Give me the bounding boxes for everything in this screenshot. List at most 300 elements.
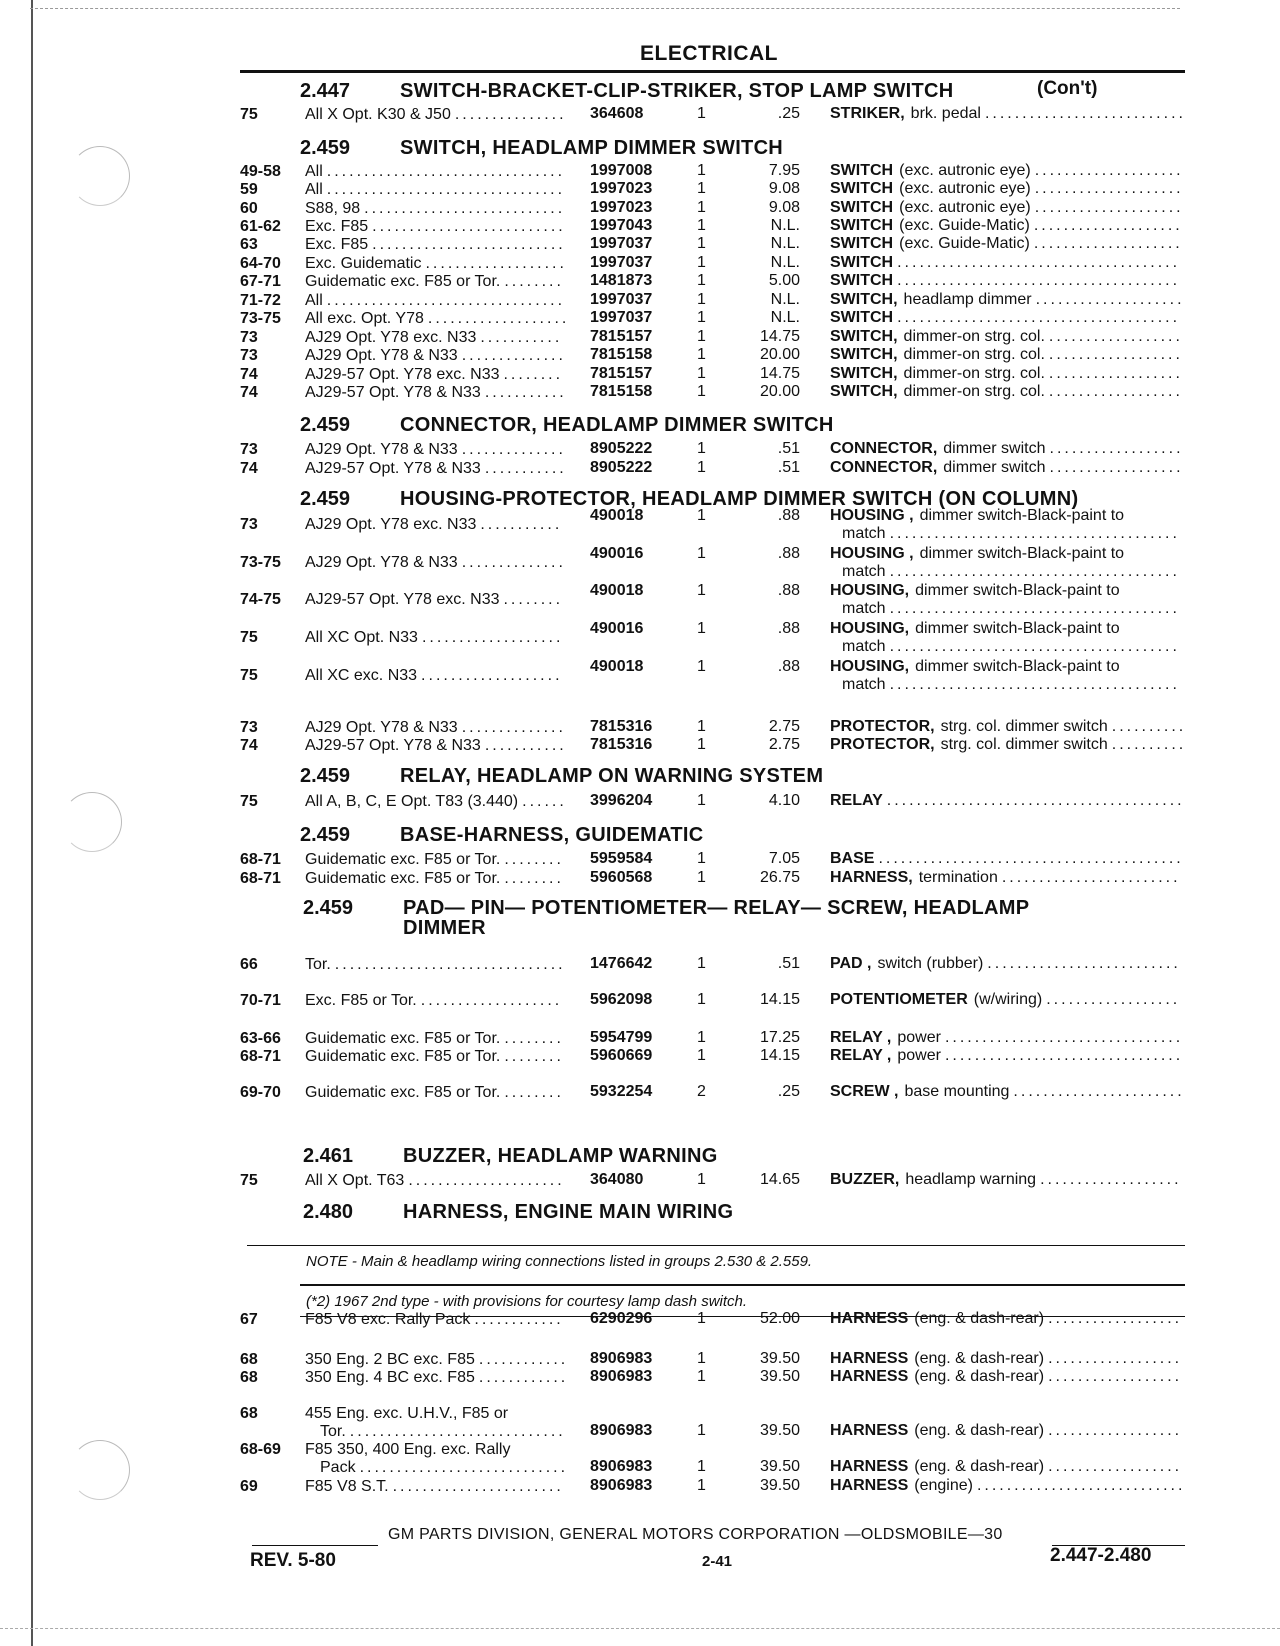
row-quantity: 1 — [697, 180, 706, 197]
row-part-description: dimmer switch-Black-paint to — [915, 658, 1120, 675]
note-rule — [300, 1284, 1185, 1286]
row-model-application: AJ29 Opt. Y78 & N33 — [305, 441, 458, 458]
row-price: 2.75 — [768, 736, 800, 753]
row-year-range: 60 — [240, 200, 258, 217]
row-part-description: dimmer-on strg. col. — [903, 346, 1045, 363]
row-leader-dots: .......... — [1111, 718, 1187, 735]
row-quantity: 1 — [697, 1047, 706, 1064]
row-part-name: SWITCH, — [830, 365, 898, 382]
row-part-description: dimmer switch-Black-paint to — [919, 507, 1125, 524]
row-leader-dots: ........... — [484, 460, 567, 477]
row-leader-dots: .............. — [461, 441, 566, 458]
row-part-name: SWITCH, — [830, 291, 898, 308]
row-part-description: dimmer-on strg. col. — [903, 383, 1045, 400]
scan-edge-bottom — [0, 1628, 1280, 1630]
row-year-range: 73 — [240, 347, 258, 364]
row-part-name: HARNESS — [830, 1458, 909, 1475]
row-part-name: SWITCH, — [830, 328, 898, 345]
row-part-name: SWITCH — [830, 254, 894, 271]
row-part-description: (eng. & dash-rear) — [914, 1310, 1045, 1327]
row-leader-dots: ...................................... — [897, 272, 1181, 289]
row-quantity: 1 — [697, 162, 706, 179]
row-part-description: headlamp dimmer — [903, 291, 1032, 308]
row-quantity: 1 — [697, 658, 706, 675]
row-part-name: POTENTIOMETER — [830, 991, 968, 1008]
row-leader-dots: .................... — [1034, 199, 1184, 216]
row-leader-dots: .............. — [461, 719, 566, 736]
row-model-application: Tor. — [305, 956, 331, 973]
row-price: 26.75 — [759, 869, 800, 886]
row-part-name: HARNESS — [830, 1310, 909, 1327]
row-quantity: 1 — [697, 1171, 706, 1188]
row-leader-dots: ................... — [425, 255, 567, 272]
row-leader-dots: ........ — [504, 1048, 564, 1065]
row-leader-dots: ................................ — [326, 292, 566, 309]
row-part-name: BASE — [830, 850, 875, 867]
row-model-application: Guidematic exc. F85 or Tor. — [305, 1048, 501, 1065]
row-quantity: 1 — [697, 792, 706, 809]
row-quantity: 2 — [697, 1083, 706, 1100]
row-part-number: 490018 — [590, 507, 644, 524]
row-model-application: 350 Eng. 2 BC exc. F85 — [305, 1351, 475, 1368]
row-price: 52.00 — [759, 1310, 800, 1327]
row-part-description: dimmer switch-Black-paint to — [919, 545, 1125, 562]
row-year-range: 68-71 — [240, 870, 281, 887]
row-leader-dots: ...... — [522, 793, 567, 810]
row-year-range: 73-75 — [240, 554, 281, 571]
row-model-application: AJ29 Opt. Y78 exc. N33 — [305, 516, 477, 533]
row-part-description: (w/wiring) — [973, 991, 1043, 1008]
row-part-number: 7815157 — [590, 365, 653, 382]
row-leader-dots: ............................ — [359, 1459, 569, 1476]
row-leader-dots: ................... — [421, 629, 564, 646]
section-title: HARNESS, ENGINE MAIN WIRING — [403, 1201, 734, 1223]
row-part-description-continued: match — [842, 638, 886, 655]
row-price: 7.05 — [768, 850, 800, 867]
section-number: 2.459 — [300, 765, 351, 787]
row-part-description: base mounting — [904, 1083, 1010, 1100]
row-part-description-continued: match — [842, 563, 886, 580]
row-price: .88 — [777, 545, 800, 562]
row-year-range: 68 — [240, 1351, 258, 1368]
row-leader-dots: .................. — [1048, 346, 1183, 363]
row-year-range: 64-70 — [240, 255, 281, 272]
row-leader-dots: .......................... — [987, 955, 1181, 972]
row-part-description: dimmer switch-Black-paint to — [915, 620, 1120, 637]
row-part-description-continued: match — [842, 525, 886, 542]
row-leader-dots: ............................... — [334, 956, 566, 973]
row-part-name: CONNECTOR, — [830, 440, 938, 457]
row-part-description: termination — [918, 869, 998, 886]
footer-revision: REV. 5-80 — [250, 1550, 336, 1571]
row-model-application: All X Opt. K30 & J50 — [305, 106, 451, 123]
row-year-range: 75 — [240, 1172, 258, 1189]
row-leader-dots: ........................................ — [886, 792, 1185, 809]
row-year-range: 68 — [240, 1369, 258, 1386]
row-year-range: 75 — [240, 793, 258, 810]
row-part-number: 1476642 — [590, 955, 653, 972]
row-part-name: SWITCH — [830, 180, 894, 197]
row-leader-dots: .................. — [1048, 1368, 1183, 1385]
row-price: 39.50 — [759, 1368, 800, 1385]
row-model-application: F85 V8 exc. Rally Pack — [305, 1311, 471, 1328]
row-part-name: HOUSING, — [830, 582, 910, 599]
row-model-application: All — [305, 181, 323, 198]
row-part-description: dimmer switch — [943, 440, 1046, 457]
row-price: .25 — [777, 1083, 800, 1100]
section-title: HOUSING-PROTECTOR, HEADLAMP DIMMER SWITCH (ON COLUMN) — [400, 488, 1079, 510]
row-price: .88 — [777, 507, 800, 524]
section-title: CONNECTOR, HEADLAMP DIMMER SWITCH — [400, 414, 834, 436]
row-year-range: 68 — [240, 1405, 258, 1422]
footer-page-number: 2-41 — [702, 1553, 733, 1570]
row-part-name: SWITCH — [830, 199, 894, 216]
row-quantity: 1 — [697, 217, 706, 234]
row-quantity: 1 — [697, 545, 706, 562]
row-leader-dots: .................... — [1034, 180, 1184, 197]
row-price: 39.50 — [759, 1458, 800, 1475]
row-quantity: 1 — [697, 199, 706, 216]
row-quantity: 1 — [697, 105, 706, 122]
row-model-application: 350 Eng. 4 BC exc. F85 — [305, 1369, 475, 1386]
row-quantity: 1 — [697, 291, 706, 308]
row-price: 14.75 — [759, 328, 800, 345]
row-quantity: 1 — [697, 869, 706, 886]
section-title: BASE-HARNESS, GUIDEMATIC — [400, 824, 704, 846]
row-leader-dots: ...................................... — [897, 254, 1181, 271]
row-leader-dots: ............ — [474, 1311, 564, 1328]
row-quantity: 1 — [697, 440, 706, 457]
row-part-name: BUZZER, — [830, 1171, 900, 1188]
row-model-application-continued: Tor. — [320, 1423, 346, 1440]
row-part-description: (exc. autronic eye) — [899, 180, 1031, 197]
row-part-number: 1997023 — [590, 180, 653, 197]
row-part-description: dimmer-on strg. col. — [903, 365, 1045, 382]
row-part-name: RELAY , — [830, 1029, 892, 1046]
row-model-application: Exc. Guidematic — [305, 255, 422, 272]
row-leader-dots: ............... — [454, 106, 567, 123]
row-part-number: 5959584 — [590, 850, 653, 867]
row-part-number: 364080 — [590, 1171, 644, 1188]
row-price: 39.50 — [759, 1477, 800, 1494]
row-leader-dots: .............. — [461, 347, 566, 364]
row-model-application: Guidematic exc. F85 or Tor. — [305, 1030, 501, 1047]
row-part-number: 5932254 — [590, 1083, 653, 1100]
row-year-range: 67-71 — [240, 273, 281, 290]
row-model-application: All — [305, 163, 323, 180]
row-part-number: 6290296 — [590, 1310, 653, 1327]
section-title: PAD— PIN— POTENTIOMETER— RELAY— SCREW, HEADLAMP — [403, 897, 1030, 919]
row-part-description: (exc. Guide-Matic) — [899, 217, 1030, 234]
row-leader-dots: .................. — [1049, 440, 1184, 457]
row-model-application: AJ29 Opt. Y78 & N33 — [305, 347, 458, 364]
row-part-number: 8906983 — [590, 1458, 653, 1475]
note-footnote: (*2) 1967 2nd type - with provisions for courtesy lamp dash switch. — [306, 1293, 748, 1310]
row-leader-dots: ............ — [478, 1351, 569, 1368]
continued-label: (Con't) — [1037, 78, 1098, 99]
row-year-range: 63-66 — [240, 1030, 281, 1047]
row-part-description: (engine) — [914, 1477, 973, 1494]
row-price: N.L. — [770, 254, 800, 271]
page-title: ELECTRICAL — [640, 42, 778, 65]
row-leader-dots: .................. — [1046, 991, 1181, 1008]
scan-edge-left — [31, 0, 33, 1646]
row-model-application: All A, B, C, E Opt. T83 (3.440) — [305, 793, 519, 810]
row-model-application: All X Opt. T63 — [305, 1172, 405, 1189]
row-part-number: 490016 — [590, 545, 644, 562]
row-model-application: AJ29-57 Opt. Y78 exc. N33 — [305, 591, 500, 608]
row-year-range: 73 — [240, 329, 258, 346]
row-price: 14.15 — [759, 991, 800, 1008]
row-part-description: switch (rubber) — [877, 955, 984, 972]
row-year-range: 49-58 — [240, 163, 281, 180]
row-price: N.L. — [770, 291, 800, 308]
row-quantity: 1 — [697, 459, 706, 476]
row-part-description: (eng. & dash-rear) — [914, 1458, 1045, 1475]
row-part-name: HOUSING , — [830, 545, 914, 562]
row-price: .88 — [777, 620, 800, 637]
row-year-range: 68-71 — [240, 1048, 281, 1065]
row-part-number: 1997008 — [590, 162, 653, 179]
row-part-number: 364608 — [590, 105, 644, 122]
row-price: .51 — [777, 440, 800, 457]
row-quantity: 1 — [697, 955, 706, 972]
row-leader-dots: ....................... — [1013, 1083, 1185, 1100]
row-year-range: 73 — [240, 516, 258, 533]
row-price: 14.15 — [759, 1047, 800, 1064]
row-leader-dots: .................... — [1033, 235, 1183, 252]
row-leader-dots: ........................ — [1001, 869, 1181, 886]
row-leader-dots: ........... — [484, 737, 567, 754]
row-year-range: 74 — [240, 366, 258, 383]
row-leader-dots: ........ — [504, 851, 564, 868]
row-quantity: 1 — [697, 582, 706, 599]
row-year-range: 67 — [240, 1311, 258, 1328]
row-part-name: HOUSING , — [830, 507, 914, 524]
row-year-range: 74 — [240, 737, 258, 754]
row-quantity: 1 — [697, 1422, 706, 1439]
row-part-name: SWITCH, — [830, 346, 898, 363]
row-model-application: Guidematic exc. F85 or Tor. — [305, 851, 501, 868]
row-leader-dots: .................. — [1048, 328, 1183, 345]
row-part-name: PAD , — [830, 955, 872, 972]
row-leader-dots: ....................................... — [889, 638, 1180, 655]
row-year-range: 75 — [240, 667, 258, 684]
row-part-number: 1997043 — [590, 217, 653, 234]
row-leader-dots: ................... — [427, 310, 570, 327]
row-model-application: AJ29-57 Opt. Y78 & N33 — [305, 384, 481, 401]
row-year-range: 74 — [240, 384, 258, 401]
row-leader-dots: ................................ — [944, 1029, 1184, 1046]
scan-edge-top — [30, 8, 1180, 10]
row-leader-dots: ....................................... — [889, 563, 1180, 580]
row-price: .25 — [777, 105, 800, 122]
row-quantity: 1 — [697, 235, 706, 252]
section-number: 2.459 — [300, 414, 351, 436]
note-rule — [247, 1245, 1185, 1246]
row-part-description-continued: match — [842, 676, 886, 693]
row-part-name: SWITCH — [830, 309, 894, 326]
row-leader-dots: ......................................... — [878, 850, 1184, 867]
row-leader-dots: .................. — [1048, 1350, 1183, 1367]
note-text: NOTE - Main & headlamp wiring connections listed in groups 2.530 & 2.559. — [306, 1253, 813, 1270]
row-year-range: 74 — [240, 460, 258, 477]
punch-hole-mark — [70, 146, 130, 206]
section-number: 2.459 — [300, 824, 351, 846]
row-price: .51 — [777, 955, 800, 972]
row-leader-dots: ................................ — [944, 1047, 1184, 1064]
row-model-application-continued: Pack — [320, 1459, 356, 1476]
row-part-description: power — [897, 1047, 941, 1064]
row-price: .88 — [777, 582, 800, 599]
row-year-range: 66 — [240, 956, 258, 973]
row-part-number: 490018 — [590, 658, 644, 675]
section-number: 2.480 — [303, 1201, 354, 1223]
row-part-name: HOUSING, — [830, 620, 910, 637]
row-part-description: strg. col. dimmer switch — [940, 736, 1108, 753]
row-price: 39.50 — [759, 1422, 800, 1439]
section-title-continued: DIMMER — [403, 917, 486, 939]
row-leader-dots: ........ — [504, 870, 564, 887]
row-quantity: 1 — [697, 620, 706, 637]
row-leader-dots: ....................................... — [889, 676, 1180, 693]
row-part-number: 490016 — [590, 620, 644, 637]
row-year-range: 75 — [240, 629, 258, 646]
row-part-number: 490018 — [590, 582, 644, 599]
row-leader-dots: ...................................... — [897, 309, 1181, 326]
row-model-application: AJ29-57 Opt. Y78 exc. N33 — [305, 366, 500, 383]
row-leader-dots: ........ — [504, 1084, 564, 1101]
row-part-number: 5962098 — [590, 991, 653, 1008]
row-leader-dots: ................... — [421, 667, 563, 684]
row-part-number: 8906983 — [590, 1477, 653, 1494]
row-part-number: 7815157 — [590, 328, 653, 345]
row-leader-dots: ........... — [480, 516, 563, 533]
row-part-name: STRIKER, — [830, 105, 905, 122]
row-part-number: 1997037 — [590, 254, 653, 271]
row-price: N.L. — [770, 309, 800, 326]
row-part-name: HOUSING, — [830, 658, 910, 675]
row-quantity: 1 — [697, 309, 706, 326]
row-part-name: SWITCH — [830, 272, 894, 289]
row-part-description: (eng. & dash-rear) — [914, 1422, 1045, 1439]
row-year-range: 70-71 — [240, 992, 281, 1009]
row-quantity: 1 — [697, 254, 706, 271]
section-number: 2.461 — [303, 1145, 354, 1167]
row-part-description: (exc. autronic eye) — [899, 162, 1031, 179]
row-year-range: 63 — [240, 236, 258, 253]
row-part-name: RELAY , — [830, 1047, 892, 1064]
row-part-name: HARNESS — [830, 1422, 909, 1439]
row-year-range: 61-62 — [240, 218, 281, 235]
row-quantity: 1 — [697, 507, 706, 524]
row-model-application: AJ29-57 Opt. Y78 & N33 — [305, 460, 481, 477]
row-part-number: 1997037 — [590, 235, 653, 252]
row-leader-dots: ........ — [504, 273, 564, 290]
row-part-name: HARNESS, — [830, 869, 913, 886]
row-part-name: CONNECTOR, — [830, 459, 938, 476]
row-year-range: 74-75 — [240, 591, 281, 608]
row-model-application: All XC exc. N33 — [305, 667, 418, 684]
row-quantity: 1 — [697, 1310, 706, 1327]
row-price: 20.00 — [759, 346, 800, 363]
row-price: .88 — [777, 658, 800, 675]
row-part-number: 7815316 — [590, 718, 653, 735]
row-part-number: 8905222 — [590, 440, 653, 457]
row-price: N.L. — [770, 235, 800, 252]
punch-hole-mark — [70, 1440, 130, 1500]
row-year-range: 73 — [240, 441, 258, 458]
row-leader-dots: .................. — [1048, 1310, 1183, 1327]
row-leader-dots: .................. — [1048, 383, 1183, 400]
row-part-number: 3996204 — [590, 792, 653, 809]
row-model-application: AJ29 Opt. Y78 exc. N33 — [305, 329, 477, 346]
row-leader-dots: .................. — [1048, 1422, 1183, 1439]
row-leader-dots: ....................................... — [889, 525, 1180, 542]
row-leader-dots: ........................... — [364, 200, 566, 217]
row-price: N.L. — [770, 217, 800, 234]
row-part-name: SWITCH — [830, 217, 894, 234]
row-quantity: 1 — [697, 718, 706, 735]
row-model-application: Exc. F85 — [305, 218, 369, 235]
row-leader-dots: .................. — [1048, 365, 1183, 382]
row-model-application: AJ29 Opt. Y78 & N33 — [305, 719, 458, 736]
row-quantity: 1 — [697, 991, 706, 1008]
row-model-application: Exc. F85 or Tor. — [305, 992, 417, 1009]
row-leader-dots: ..................... — [408, 1172, 565, 1189]
header-rule — [240, 70, 1185, 73]
row-model-application: Exc. F85 — [305, 236, 369, 253]
row-part-description-continued: match — [842, 600, 886, 617]
row-quantity: 1 — [697, 383, 706, 400]
section-number: 2.447 — [300, 80, 351, 102]
footer-division: GM PARTS DIVISION, GENERAL MOTORS CORPORATION —OLDSMOBILE—30 — [388, 1526, 1003, 1543]
row-year-range: 71-72 — [240, 292, 281, 309]
row-part-name: HARNESS — [830, 1350, 909, 1367]
row-quantity: 1 — [697, 1029, 706, 1046]
row-part-number: 1481873 — [590, 272, 653, 289]
row-year-range: 68-69 — [240, 1441, 281, 1458]
row-part-number: 1997023 — [590, 199, 653, 216]
row-leader-dots: .......................... — [372, 218, 566, 235]
row-part-name: PROTECTOR, — [830, 718, 935, 735]
footer-group-range: 2.447-2.480 — [1050, 1545, 1152, 1566]
row-quantity: 1 — [697, 272, 706, 289]
row-price: 7.95 — [768, 162, 800, 179]
row-part-description: (eng. & dash-rear) — [914, 1350, 1045, 1367]
row-part-description: brk. pedal — [910, 105, 981, 122]
row-leader-dots: .................... — [1033, 217, 1183, 234]
row-part-description: dimmer switch-Black-paint to — [915, 582, 1120, 599]
row-leader-dots: .......... — [1111, 736, 1187, 753]
row-leader-dots: .............. — [461, 554, 566, 571]
row-leader-dots: .................... — [1034, 162, 1184, 179]
row-part-number: 8906983 — [590, 1368, 653, 1385]
row-leader-dots: ........... — [480, 329, 563, 346]
row-model-application: Guidematic exc. F85 or Tor. — [305, 1084, 501, 1101]
row-quantity: 1 — [697, 850, 706, 867]
row-year-range: 68-71 — [240, 851, 281, 868]
row-part-description: dimmer-on strg. col. — [903, 328, 1045, 345]
row-leader-dots: ....................................... — [889, 600, 1180, 617]
row-model-application: AJ29 Opt. Y78 & N33 — [305, 554, 458, 571]
row-leader-dots: ........ — [503, 591, 564, 608]
row-part-name: SCREW , — [830, 1083, 899, 1100]
row-leader-dots: ................................ — [326, 181, 566, 198]
row-part-description: strg. col. dimmer switch — [940, 718, 1108, 735]
row-price: 9.08 — [768, 180, 800, 197]
section-title: SWITCH-BRACKET-CLIP-STRIKER, STOP LAMP SWITCH — [400, 80, 954, 102]
